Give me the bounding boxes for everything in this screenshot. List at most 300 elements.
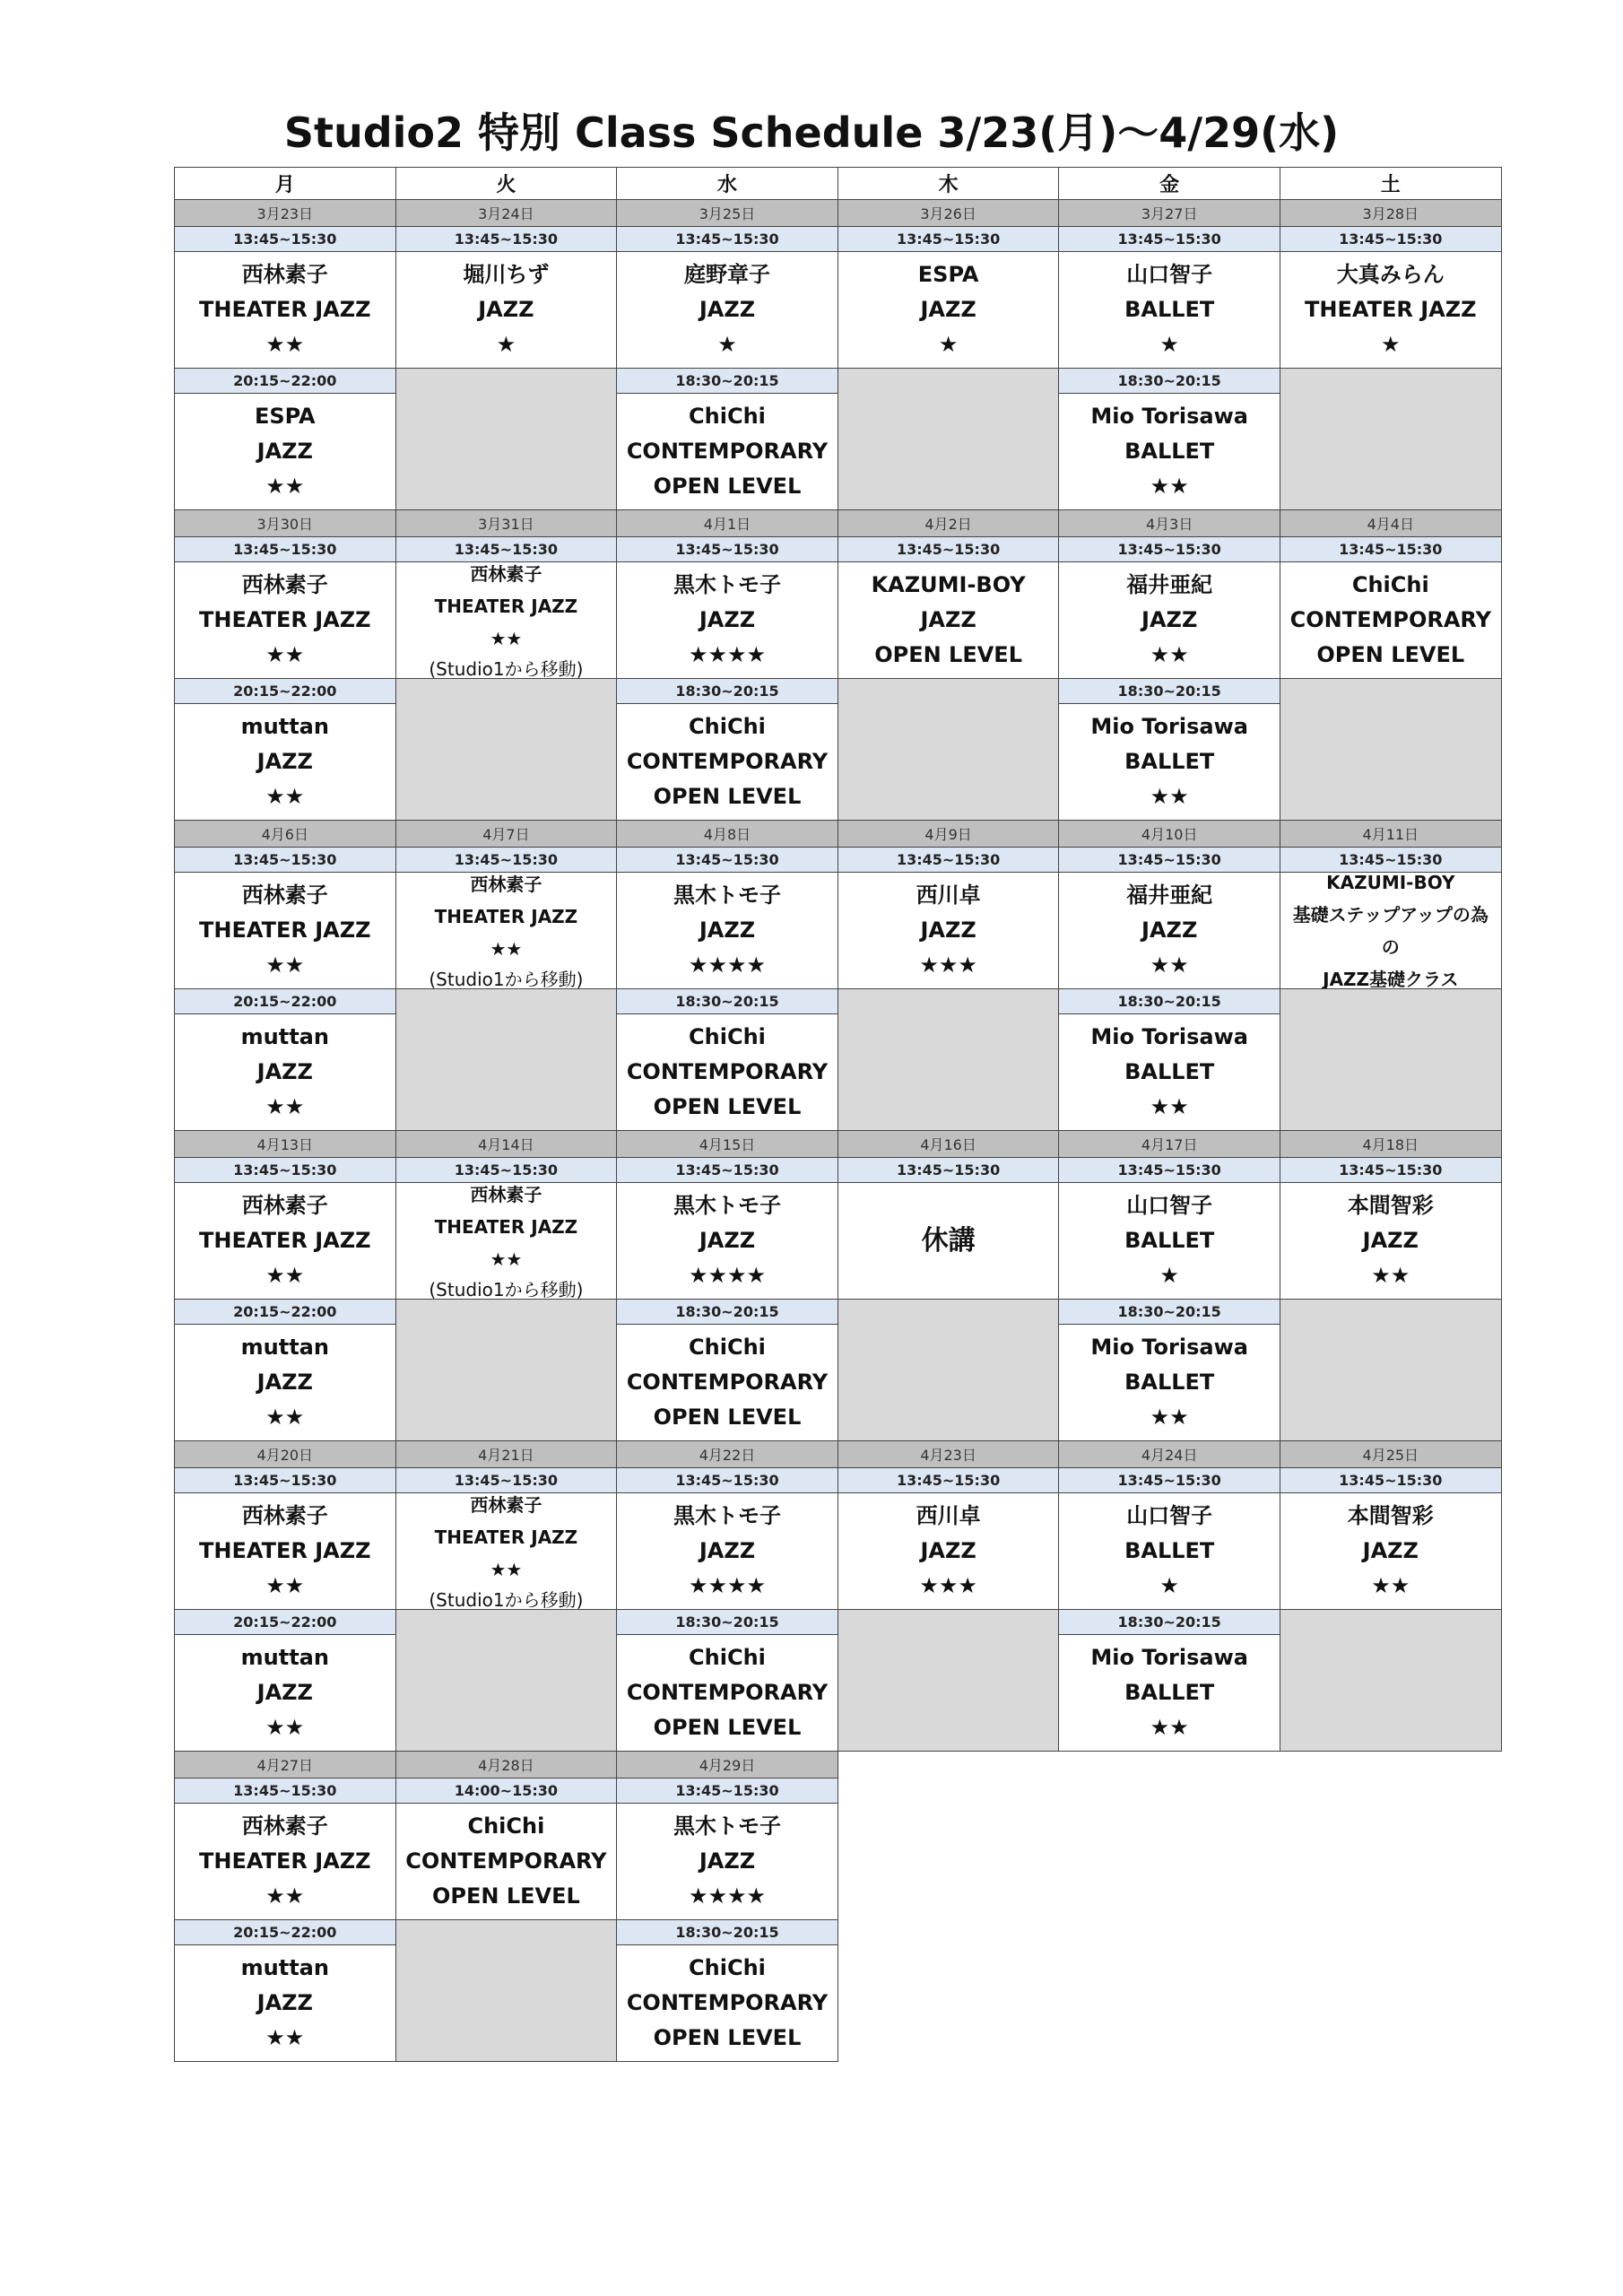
time-slot: 18:30~20:15 (616, 678, 838, 704)
class-info-line: ★★ (265, 1573, 305, 1598)
empty-slot (395, 988, 618, 1131)
instructor-name: muttan (240, 1645, 329, 1670)
class-info-line: ★★★★ (688, 1263, 767, 1288)
class-info-line: ★★ (1150, 1094, 1189, 1119)
instructor-name: KAZUMI-BOY (871, 572, 1026, 597)
date-cell: 4月11日 (1280, 820, 1502, 848)
time-slot: 13:45~15:30 (174, 1467, 396, 1493)
date-cell: 4月14日 (395, 1130, 618, 1158)
page-title: Studio2 特別 Class Schedule 3/23(月)〜4/29(水) (283, 109, 1340, 157)
class-info-line: ★★ (1150, 784, 1189, 809)
class-info-line: THEATER JAZZ (199, 607, 371, 632)
instructor-name: 山口智子 (1126, 262, 1213, 287)
class-note: (Studio1から移動) (429, 968, 584, 989)
time-slot: 18:30~20:15 (1058, 678, 1280, 704)
class-cell (616, 1803, 838, 1920)
class-info-line: の (1381, 935, 1400, 958)
class-cell (1058, 1182, 1280, 1300)
class-cell (174, 1492, 396, 1610)
class-info-line: JAZZ (1141, 918, 1198, 943)
class-cell (395, 1182, 618, 1300)
class-info-line: BALLET (1124, 1059, 1215, 1084)
time-slot: 18:30~20:15 (1058, 1299, 1280, 1325)
instructor-name: ChiChi (689, 714, 766, 739)
class-info-line: BALLET (1124, 749, 1215, 774)
class-info-line: THEATER JAZZ (199, 1228, 371, 1253)
class-info-line: ★★ (1150, 1405, 1189, 1430)
empty-slot (395, 678, 618, 821)
instructor-name: ChiChi (689, 404, 766, 429)
class-info-line: ★ (938, 332, 959, 357)
instructor-name: 黒木トモ子 (673, 1503, 781, 1528)
date-cell: 4月16日 (838, 1130, 1060, 1158)
class-info-line: JAZZ (256, 1370, 313, 1395)
class-info-line: BALLET (1124, 1538, 1215, 1563)
class-cell (1058, 1324, 1280, 1441)
class-cell (1058, 703, 1280, 821)
date-cell: 4月25日 (1280, 1440, 1502, 1468)
time-slot: 20:15~22:00 (174, 678, 396, 704)
date-cell: 3月23日 (174, 199, 396, 227)
date-cell: 4月1日 (616, 509, 838, 537)
class-cell (174, 393, 396, 510)
class-info-line: THEATER JAZZ (1305, 297, 1477, 322)
instructor-name: 堀川ちず (463, 262, 550, 287)
class-info-line: OPEN LEVEL (432, 1883, 580, 1909)
class-info-line: CONTEMPORARY (626, 1059, 829, 1084)
empty-slot (1280, 1609, 1502, 1752)
instructor-name: Mio Torisawa (1090, 404, 1248, 429)
instructor-name: 西林素子 (470, 1183, 542, 1205)
time-slot: 13:45~15:30 (1058, 226, 1280, 252)
time-slot: 13:45~15:30 (395, 1157, 618, 1183)
date-cell: 4月28日 (395, 1751, 618, 1779)
class-cell (1280, 1182, 1502, 1300)
class-info-line: ★★ (1150, 642, 1189, 667)
class-cell (838, 251, 1060, 369)
instructor-name: Mio Torisawa (1090, 714, 1248, 739)
time-slot: 20:15~22:00 (174, 1609, 396, 1635)
time-slot: 13:45~15:30 (838, 1467, 1060, 1493)
class-info-line: BALLET (1124, 297, 1215, 322)
time-slot: 13:45~15:30 (1280, 536, 1502, 562)
instructor-name: 本間智彩 (1347, 1503, 1434, 1528)
date-cell: 4月9日 (838, 820, 1060, 848)
instructor-name: Mio Torisawa (1090, 1645, 1248, 1670)
class-info-line: ★★ (265, 1263, 305, 1288)
instructor-name: 西林素子 (241, 883, 328, 908)
time-slot: 13:45~15:30 (1058, 1467, 1280, 1493)
time-slot: 18:30~20:15 (616, 1299, 838, 1325)
date-cell: 4月20日 (174, 1440, 396, 1468)
class-info-line: ★★ (1150, 952, 1189, 978)
time-slot: 13:45~15:30 (616, 226, 838, 252)
instructor-name: ESPA (254, 404, 316, 429)
class-cell (616, 1944, 838, 2062)
time-slot: 13:45~15:30 (1058, 1157, 1280, 1183)
day-header: 水 (616, 167, 838, 200)
day-header: 月 (174, 167, 396, 200)
instructor-name: 西林素子 (470, 562, 542, 585)
time-slot: 13:45~15:30 (1280, 847, 1502, 873)
date-cell: 4月10日 (1058, 820, 1280, 848)
class-info-line: OPEN LEVEL (653, 1094, 802, 1119)
empty-slot (838, 988, 1060, 1131)
class-cell (174, 251, 396, 369)
day-header: 土 (1280, 167, 1502, 200)
class-info-line: THEATER JAZZ (199, 297, 371, 322)
class-info-line: ★★ (265, 1094, 305, 1119)
class-info-line: ★★ (1150, 474, 1189, 499)
class-info-line: ★ (496, 332, 516, 357)
class-info-line: JAZZ (920, 918, 976, 943)
time-slot: 13:45~15:30 (1058, 847, 1280, 873)
time-slot: 20:15~22:00 (174, 1919, 396, 1945)
class-info-line: ★★ (265, 332, 305, 357)
class-info-line: CONTEMPORARY (626, 439, 829, 464)
instructor-name: 西林素子 (241, 572, 328, 597)
instructor-name: 大真みらん (1336, 262, 1445, 287)
class-cell (174, 1013, 396, 1131)
class-cell (395, 1803, 618, 1920)
instructor-name: 山口智子 (1126, 1503, 1213, 1528)
instructor-name: KAZUMI-BOY (1326, 872, 1455, 893)
class-note: (Studio1から移動) (429, 1278, 584, 1300)
class-info-line: ★★★ (919, 1573, 977, 1598)
empty-slot (1280, 678, 1502, 821)
empty-slot (1280, 988, 1502, 1131)
class-info-line: ★★ (265, 784, 305, 809)
instructor-name: 本間智彩 (1347, 1193, 1434, 1218)
class-info-line: ★★ (265, 474, 305, 499)
instructor-name: muttan (240, 1955, 329, 1980)
empty-slot (838, 368, 1060, 510)
class-info-line: THEATER JAZZ (199, 918, 371, 943)
date-cell: 4月4日 (1280, 509, 1502, 537)
day-header: 木 (838, 167, 1060, 200)
date-cell: 4月21日 (395, 1440, 618, 1468)
time-slot: 13:45~15:30 (1280, 1157, 1502, 1183)
instructor-name: 西川卓 (916, 1503, 981, 1528)
time-slot: 20:15~22:00 (174, 988, 396, 1014)
time-slot: 18:30~20:15 (1058, 988, 1280, 1014)
time-slot: 13:45~15:30 (1058, 536, 1280, 562)
class-note: (Studio1から移動) (429, 1588, 584, 1610)
empty-slot (1280, 368, 1502, 510)
class-info-line: ★ (1159, 332, 1179, 357)
class-info-line: ★★★ (919, 952, 977, 978)
class-cell (616, 393, 838, 510)
day-header: 火 (395, 167, 618, 200)
empty-slot (395, 1609, 618, 1752)
class-info-line: JAZZ (256, 749, 313, 774)
class-info-line: JAZZ (256, 1990, 313, 2015)
empty-slot (395, 1299, 618, 1441)
instructor-name: muttan (240, 714, 329, 739)
class-info-line: CONTEMPORARY (626, 1370, 829, 1395)
class-info-line: JAZZ (699, 918, 756, 943)
instructor-name: ESPA (917, 262, 979, 287)
class-info-line: JAZZ (478, 297, 534, 322)
class-info-line: THEATER JAZZ (434, 1526, 578, 1548)
class-info-line: ★★ (1150, 1715, 1189, 1740)
time-slot: 18:30~20:15 (1058, 368, 1280, 394)
date-cell: 4月27日 (174, 1751, 396, 1779)
class-cell (1280, 1492, 1502, 1610)
class-cell (174, 703, 396, 821)
date-cell: 3月27日 (1058, 199, 1280, 227)
instructor-name: 西林素子 (241, 1813, 328, 1839)
instructor-name: 庭野章子 (683, 262, 770, 287)
date-cell: 3月25日 (616, 199, 838, 227)
instructor-name: 休講 (921, 1225, 976, 1257)
class-cell (616, 872, 838, 989)
time-slot: 13:45~15:30 (174, 1778, 396, 1804)
empty-slot (838, 1609, 1060, 1752)
class-info-line: ★★ (490, 1248, 523, 1270)
class-info-line: ★★ (265, 642, 305, 667)
instructor-name: muttan (240, 1024, 329, 1049)
class-info-line: JAZZ (699, 607, 756, 632)
class-info-line: ★★ (265, 952, 305, 978)
class-info-line: THEATER JAZZ (434, 595, 578, 617)
class-cell (616, 251, 838, 369)
date-cell: 4月29日 (616, 1751, 838, 1779)
class-info-line: ★★ (265, 1405, 305, 1430)
class-cell (616, 561, 838, 679)
class-info-line: THEATER JAZZ (199, 1538, 371, 1563)
empty-slot (838, 678, 1060, 821)
class-info-line: OPEN LEVEL (653, 1405, 802, 1430)
class-cell (174, 1324, 396, 1441)
time-slot: 13:45~15:30 (838, 226, 1060, 252)
instructor-name: Mio Torisawa (1090, 1024, 1248, 1049)
instructor-name: 黒木トモ子 (673, 1193, 781, 1218)
class-info-line: BALLET (1124, 1228, 1215, 1253)
class-cell (1058, 561, 1280, 679)
instructor-name: 西林素子 (241, 262, 328, 287)
instructor-name: 黒木トモ子 (673, 1813, 781, 1839)
class-info-line: THEATER JAZZ (199, 1848, 371, 1874)
time-slot: 13:45~15:30 (1280, 226, 1502, 252)
class-info-line: BALLET (1124, 1370, 1215, 1395)
class-info-line: ★★★★ (688, 1883, 767, 1909)
time-slot: 18:30~20:15 (1058, 1609, 1280, 1635)
class-info-line: CONTEMPORARY (626, 1990, 829, 2015)
class-cell (838, 1182, 1060, 1300)
date-cell: 4月2日 (838, 509, 1060, 537)
class-info-line: ★★ (1371, 1573, 1410, 1598)
class-cell (616, 1492, 838, 1610)
time-slot: 14:00~15:30 (395, 1778, 618, 1804)
instructor-name: ChiChi (689, 1335, 766, 1360)
class-cell (1058, 1492, 1280, 1610)
instructor-name: 西林素子 (470, 873, 542, 895)
class-cell (395, 561, 618, 679)
instructor-name: 西林素子 (241, 1503, 328, 1528)
instructor-name: Mio Torisawa (1090, 1335, 1248, 1360)
class-info-line: JAZZ (1141, 607, 1198, 632)
class-info-line: ★★ (265, 2025, 305, 2050)
date-cell: 4月22日 (616, 1440, 838, 1468)
class-cell (616, 1324, 838, 1441)
time-slot: 13:45~15:30 (616, 847, 838, 873)
class-cell (174, 872, 396, 989)
time-slot: 13:45~15:30 (174, 536, 396, 562)
time-slot: 13:45~15:30 (838, 847, 1060, 873)
instructor-name: ChiChi (1351, 572, 1429, 597)
class-cell (616, 1634, 838, 1752)
date-cell: 4月15日 (616, 1130, 838, 1158)
class-info-line: JAZZ (920, 1538, 976, 1563)
class-info-line: ★ (1159, 1573, 1179, 1598)
class-info-line: ★★ (265, 1883, 305, 1909)
time-slot: 13:45~15:30 (174, 226, 396, 252)
date-cell: 4月8日 (616, 820, 838, 848)
date-cell: 3月28日 (1280, 199, 1502, 227)
instructor-name: 西川卓 (916, 883, 981, 908)
date-cell: 4月23日 (838, 1440, 1060, 1468)
class-cell (395, 1492, 618, 1610)
class-cell (1058, 393, 1280, 510)
class-info-line: OPEN LEVEL (1316, 642, 1465, 667)
class-info-line: JAZZ (256, 1059, 313, 1084)
class-info-line: ★ (1381, 332, 1401, 357)
class-note: (Studio1から移動) (429, 657, 584, 679)
class-info-line: CONTEMPORARY (626, 749, 829, 774)
time-slot: 20:15~22:00 (174, 368, 396, 394)
class-cell (1280, 561, 1502, 679)
class-info-line: ★★ (490, 937, 523, 960)
class-info-line: JAZZ (920, 297, 976, 322)
date-cell: 3月31日 (395, 509, 618, 537)
class-cell (1058, 251, 1280, 369)
class-cell (174, 561, 396, 679)
class-cell (395, 251, 618, 369)
day-header: 金 (1058, 167, 1280, 200)
class-cell (174, 1944, 396, 2062)
instructor-name: ChiChi (689, 1955, 766, 1980)
instructor-name: 黒木トモ子 (673, 572, 781, 597)
class-info-line: THEATER JAZZ (434, 1215, 578, 1238)
time-slot: 13:45~15:30 (838, 1157, 1060, 1183)
date-cell: 4月7日 (395, 820, 618, 848)
class-cell (395, 872, 618, 989)
time-slot: 13:45~15:30 (174, 1157, 396, 1183)
date-cell: 4月24日 (1058, 1440, 1280, 1468)
class-info-line: THEATER JAZZ (434, 905, 578, 927)
class-info-line: OPEN LEVEL (653, 1715, 802, 1740)
class-cell (838, 561, 1060, 679)
class-info-line: ★★ (490, 1558, 523, 1580)
class-info-line: JAZZ (699, 1538, 756, 1563)
class-info-line: JAZZ (699, 1848, 756, 1874)
class-info-line: ★★★★ (688, 642, 767, 667)
class-info-line: ★★ (265, 1715, 305, 1740)
instructor-name: muttan (240, 1335, 329, 1360)
time-slot: 13:45~15:30 (616, 536, 838, 562)
empty-slot (838, 1299, 1060, 1441)
class-info-line: OPEN LEVEL (653, 474, 802, 499)
class-info-line: JAZZ (699, 1228, 756, 1253)
class-cell (838, 872, 1060, 989)
time-slot: 20:15~22:00 (174, 1299, 396, 1325)
time-slot: 13:45~15:30 (838, 536, 1060, 562)
empty-slot (1280, 1299, 1502, 1441)
time-slot: 13:45~15:30 (616, 1778, 838, 1804)
instructor-name: ChiChi (689, 1024, 766, 1049)
date-cell: 3月24日 (395, 199, 618, 227)
date-cell: 4月13日 (174, 1130, 396, 1158)
class-info-line: JAZZ基礎クラス (1323, 968, 1459, 989)
instructor-name: 黒木トモ子 (673, 883, 781, 908)
class-info-line: BALLET (1124, 1680, 1215, 1705)
time-slot: 13:45~15:30 (395, 1467, 618, 1493)
class-cell (616, 703, 838, 821)
class-info-line: CONTEMPORARY (1289, 607, 1491, 632)
instructor-name: 山口智子 (1126, 1193, 1213, 1218)
time-slot: 13:45~15:30 (1280, 1467, 1502, 1493)
class-info-line: JAZZ (1362, 1228, 1419, 1253)
date-cell: 4月3日 (1058, 509, 1280, 537)
time-slot: 13:45~15:30 (616, 1467, 838, 1493)
time-slot: 13:45~15:30 (616, 1157, 838, 1183)
class-cell (1280, 251, 1502, 369)
class-cell (174, 1182, 396, 1300)
class-cell (616, 1013, 838, 1131)
date-cell: 3月30日 (174, 509, 396, 537)
empty-slot (395, 368, 618, 510)
time-slot: 13:45~15:30 (174, 847, 396, 873)
class-info-line: JAZZ (256, 1680, 313, 1705)
instructor-name: 福井亜紀 (1126, 883, 1213, 908)
time-slot: 13:45~15:30 (395, 226, 618, 252)
class-cell (1280, 872, 1502, 989)
class-info-line: ★ (717, 332, 737, 357)
class-cell (1058, 872, 1280, 989)
class-info-line: ★ (1159, 1263, 1179, 1288)
class-info-line: OPEN LEVEL (874, 642, 1022, 667)
class-info-line: CONTEMPORARY (626, 1680, 829, 1705)
date-cell: 3月26日 (838, 199, 1060, 227)
class-info-line: 基礎ステップアップの為 (1292, 903, 1488, 926)
schedule-grid (174, 167, 1501, 2122)
class-info-line: JAZZ (1362, 1538, 1419, 1563)
class-cell (616, 1182, 838, 1300)
instructor-name: 西林素子 (470, 1493, 542, 1516)
class-cell (838, 1492, 1060, 1610)
class-info-line: CONTEMPORARY (405, 1848, 607, 1874)
time-slot: 18:30~20:15 (616, 368, 838, 394)
date-cell: 4月6日 (174, 820, 396, 848)
date-cell: 4月17日 (1058, 1130, 1280, 1158)
class-info-line: ★★★★ (688, 1573, 767, 1598)
instructor-name: ChiChi (689, 1645, 766, 1670)
time-slot: 18:30~20:15 (616, 988, 838, 1014)
class-cell (174, 1803, 396, 1920)
empty-slot (395, 1919, 618, 2062)
class-info-line: ★★ (1371, 1263, 1410, 1288)
time-slot: 13:45~15:30 (395, 847, 618, 873)
time-slot: 18:30~20:15 (616, 1609, 838, 1635)
class-cell (174, 1634, 396, 1752)
date-cell: 4月18日 (1280, 1130, 1502, 1158)
class-info-line: OPEN LEVEL (653, 784, 802, 809)
class-info-line: ★★ (490, 627, 523, 649)
class-cell (1058, 1013, 1280, 1131)
class-info-line: BALLET (1124, 439, 1215, 464)
instructor-name: 福井亜紀 (1126, 572, 1213, 597)
